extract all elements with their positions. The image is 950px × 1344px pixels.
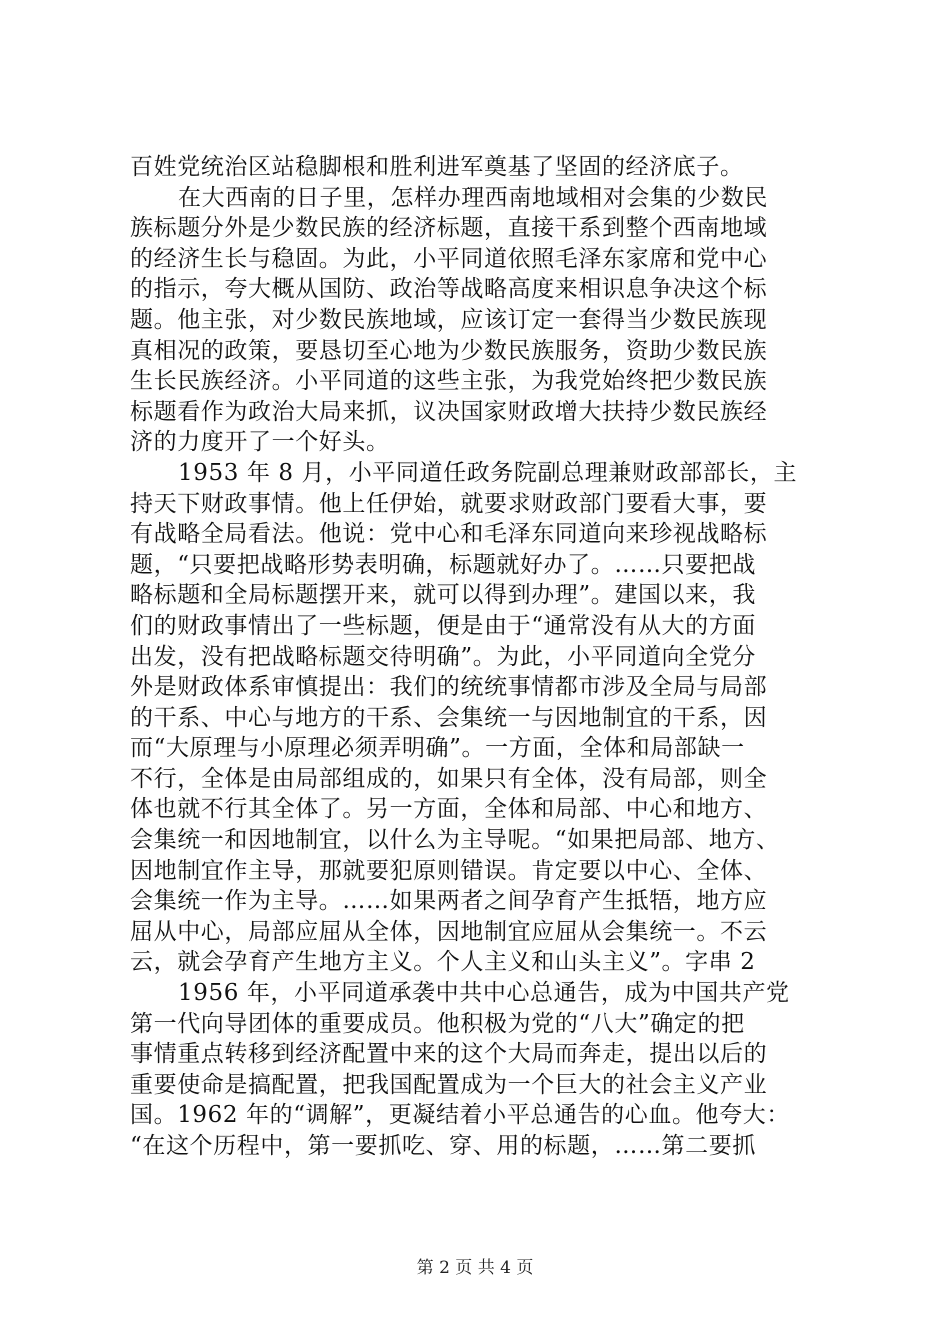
text-line: 持天下财政事情。他上任伊始，就要求财政部门要看大事，要 (130, 490, 768, 517)
text-line: 而“大原理与小原理必须弄明确”。一方面，全体和局部缺一 (130, 735, 745, 762)
text-line: 国。1962 年的“调解”，更凝结着小平总通告的心血。他夸大： (130, 1102, 790, 1129)
text-line: 的经济生长与稳固。为此，小平同道依照毛泽东家席和党中心 (130, 245, 768, 272)
page-footer: 第 2 页 共 4 页 (416, 1258, 534, 1278)
text-line: 有战略全局看法。他说：党中心和毛泽东同道向来珍视战略标 (130, 521, 768, 548)
text-line: 百姓党统治区站稳脚根和胜利进军奠基了坚固的经济底子。 (130, 154, 744, 180)
text-line: 出发，没有把战略标题交待明确”。为此，小平同道向全党分 (130, 643, 756, 670)
text-line: 生长民族经济。小平同道的这些主张，为我党始终把少数民族 (130, 368, 768, 395)
text-line: 标题看作为政治大局来抓，议决国家财政增大扶持少数民族经 (130, 398, 768, 425)
text-line: 会集统一作为主导。……如果两者之间孕育产生抵牾，地方应 (130, 888, 768, 915)
text-line: 的指示，夸大概从国防、政治等战略高度来相识息争决这个标 (130, 276, 768, 303)
text-line: 屈从中心，局部应屈从全体，因地制宜应屈从会集统一。不云 (130, 918, 768, 945)
text-line: 在大西南的日子里，怎样办理西南地域相对会集的少数民 (178, 184, 768, 211)
text-line: 略标题和全局标题摆开来，就可以得到办理”。建国以来，我 (130, 582, 756, 609)
text-line: “在这个历程中，第一要抓吃、穿、用的标题，……第二要抓 (130, 1133, 756, 1159)
text-line: 真相况的政策，要恳切至心地为少数民族服务，资助少数民族 (130, 337, 768, 364)
text-line: 外是财政体系审慎提出：我们的统统事情都市涉及全局与局部 (130, 674, 768, 701)
text-line: 题，“只要把战略形势表明确，标题就好办了。……只要把战 (130, 551, 756, 578)
text-line: 不行，全体是由局部组成的，如果只有全体，没有局部，则全 (130, 765, 768, 792)
text-line: 体也就不行其全体了。另一方面，全体和局部、中心和地方、 (130, 796, 768, 823)
text-line: 题。他主张，对少数民族地域，应该订定一套得当少数民族现 (130, 306, 768, 333)
text-line: 因地制宜作主导，那就要犯原则错误。肯定要以中心、全体、 (130, 857, 768, 884)
text-line: 济的力度开了一个好头。 (130, 429, 390, 456)
text-line: 事情重点转移到经济配置中来的这个大局而奔走，提出以后的 (130, 1041, 768, 1068)
text-line: 的干系、中心与地方的干系、会集统一与因地制宜的干系，因 (130, 704, 768, 731)
text-line: 1953 年 8 月，小平同道任政务院副总理兼财政部部长，主 (178, 459, 798, 486)
text-line: 云，就会孕育产生地方主义。个人主义和山头主义”。字串 2 (130, 949, 756, 976)
body-text (130, 152, 830, 1162)
text-line: 会集统一和因地制宜，以什么为主导呢。“如果把局部、地方、 (130, 827, 780, 854)
text-line: 1956 年，小平同道承袭中共中心总通告，成为中国共产党 (178, 980, 790, 1007)
text-line: 重要使命是搞配置，把我国配置成为一个巨大的社会主义产业 (130, 1071, 768, 1098)
text-line: 族标题分外是少数民族的经济标题，直接干系到整个西南地域 (130, 215, 768, 242)
text-line: 第一代向导团体的重要成员。他积极为党的“八大”确定的把 (130, 1010, 745, 1037)
text-line: 们的财政事情出了一些标题，便是由于“通常没有从大的方面 (130, 612, 756, 639)
